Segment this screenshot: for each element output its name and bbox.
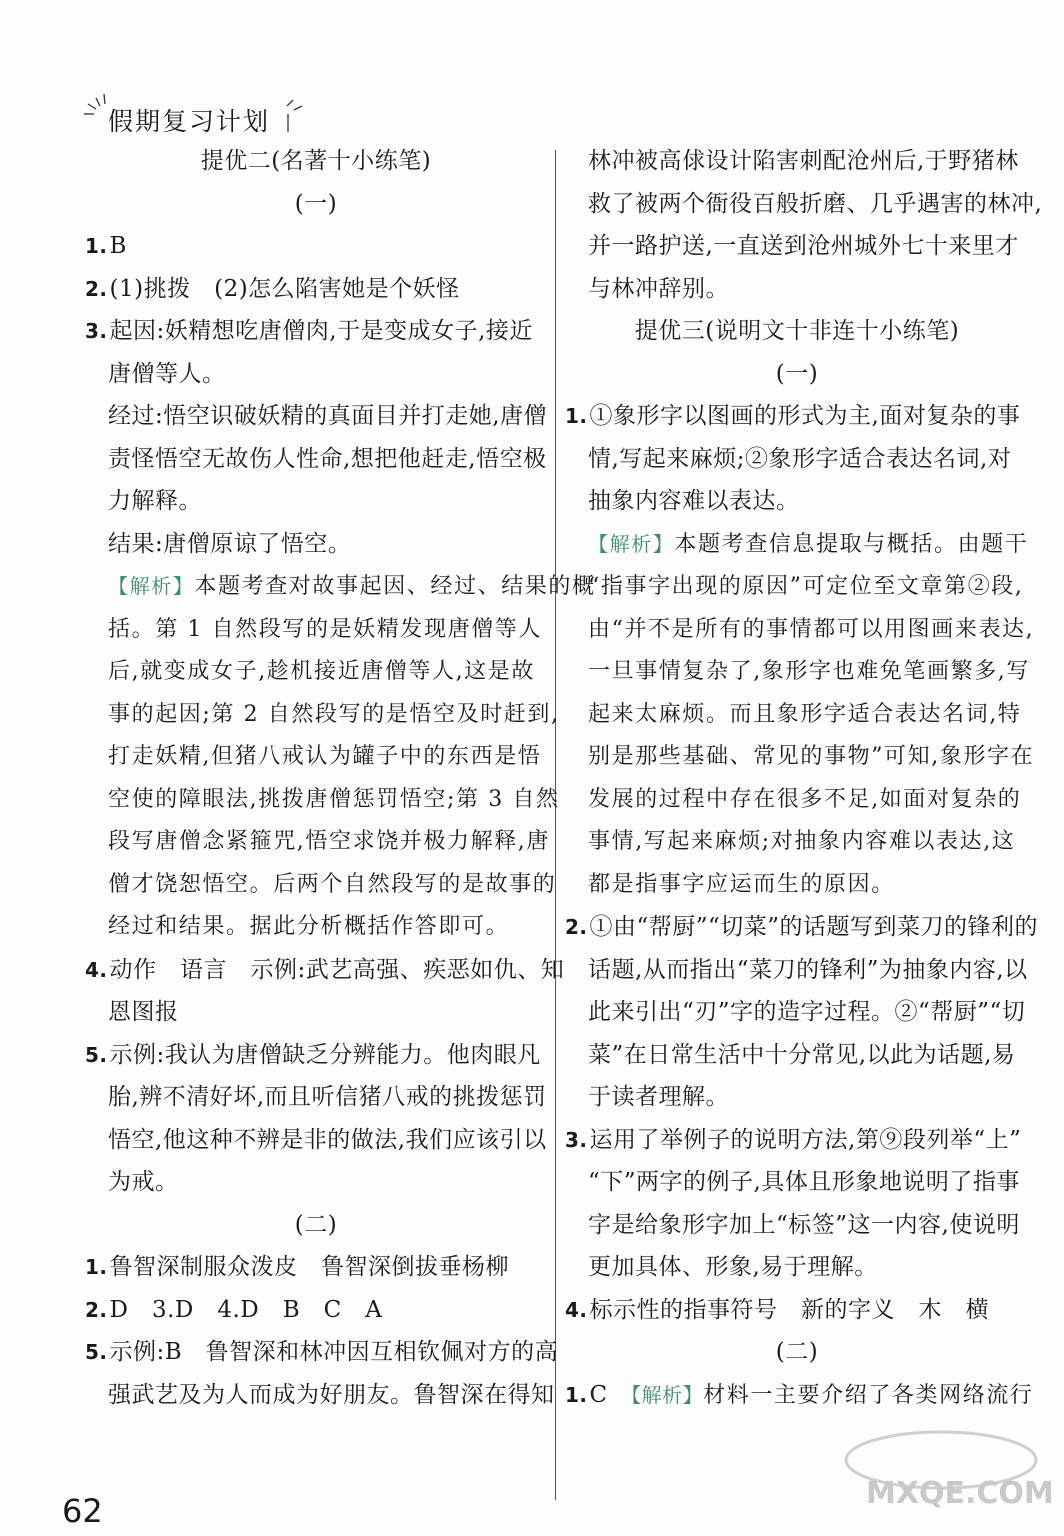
line-text: 鲁智深制服众泼皮 鲁智深倒拔垂杨柳: [109, 1254, 510, 1280]
line-text: 括。第 1 自然段写的是妖精发现唐僧等人: [108, 616, 542, 642]
item-number: 3.: [565, 1127, 588, 1152]
text-line: [565, 651, 1029, 694]
line-text: 僧才饶恕悟空。后两个自然段写的是故事的: [108, 871, 557, 897]
line-text: ①象形字以图画的形式为主,面对复杂的事: [589, 403, 1021, 429]
text-line: [565, 694, 1029, 737]
text-line: [565, 906, 1039, 949]
text-line: [85, 736, 547, 779]
item-number: 5.: [85, 1042, 108, 1067]
line-text: 更加具体、形象,易于理解。: [588, 1254, 878, 1280]
line-text: 提优二(名著十小练笔): [200, 148, 432, 174]
text-line: [565, 821, 1029, 864]
item-number: 2.: [85, 276, 108, 301]
text-line: [85, 183, 547, 226]
text-line: [565, 1374, 1034, 1418]
line-text: 材料一主要介绍了各类网络流行: [703, 1382, 1034, 1408]
line-text: 此来引出“刃”字的造字过程。②“帮厨”“切: [588, 999, 1026, 1025]
line-text: 事的起因;第 2 自然段写的是悟空及时赶到,: [108, 701, 560, 727]
text-line: [85, 694, 560, 737]
item-number: 1.: [565, 404, 588, 428]
text-line: [565, 736, 1035, 779]
text-line: [85, 991, 547, 1034]
line-text: D 3.D 4.D B C A: [109, 1296, 383, 1323]
text-line: [85, 1161, 547, 1204]
line-text: (二): [294, 1211, 338, 1238]
line-text: 运用了举例子的说明方法,第⑨段列举“上”: [589, 1126, 1022, 1153]
line-text: 结果:唐僧原谅了悟空。: [108, 530, 352, 557]
text-line: [565, 310, 1029, 353]
line-text: 救了被两个衙役百般折磨、几乎遇害的林冲,: [588, 190, 1043, 217]
header-title: 假期复习计划: [108, 107, 271, 136]
line-text: 提优三(说明文十非连十小练笔): [634, 318, 960, 344]
item-number: 3.: [85, 319, 108, 343]
text-line: [565, 991, 1029, 1034]
line-text: 字是给象形字加上“标签”这一内容,使说明: [588, 1211, 1020, 1238]
text-line: [85, 353, 547, 396]
line-text: 抽象内容难以表达。: [588, 488, 800, 514]
line-text: 打走妖精,但猪八戒认为罐子中的东西是悟: [108, 744, 542, 769]
analysis-tag: 【解析】: [108, 574, 195, 598]
text-line: [85, 1076, 547, 1119]
line-text: 示例:我认为唐僧缺乏分辨能力。他肉眼凡: [109, 1041, 541, 1068]
line-text: 起因:妖精想吃唐僧肉,于是变成女子,接近: [109, 318, 533, 344]
line-text: 经过:悟空识破妖精的真面目并打走她,唐僧: [108, 403, 548, 429]
text-line: [85, 565, 596, 609]
text-line: [565, 1331, 1029, 1374]
text-line: [85, 523, 547, 566]
text-line: [565, 268, 1029, 311]
text-line: [85, 1246, 547, 1289]
text-line: [85, 906, 547, 949]
text-line: [85, 225, 547, 268]
line-text: 于读者理解。: [588, 1084, 729, 1110]
text-line: [85, 310, 547, 353]
text-line: [565, 395, 1029, 438]
watermark: [836, 1428, 1054, 1522]
text-line: [85, 438, 547, 481]
text-line: [565, 609, 1035, 652]
left-column: [85, 140, 596, 1416]
text-line: [85, 949, 565, 992]
item-number: 1.: [565, 1382, 588, 1407]
text-line: [85, 1374, 555, 1417]
line-text: C: [589, 1381, 632, 1408]
analysis-tag: 【解析】: [588, 531, 675, 556]
line-text: 责怪悟空无故伤人性命,想把他赶走,悟空极: [108, 445, 547, 472]
line-text: 强武艺及为人而成为好朋友。鲁智深在得知: [108, 1381, 555, 1408]
text-line: [565, 523, 1029, 567]
text-line: [565, 480, 1029, 523]
line-text: 事情,写起来麻烦;对抽象内容难以表达,这: [588, 829, 1016, 854]
text-line: [85, 140, 547, 183]
text-line: [565, 1076, 1029, 1119]
text-line: [565, 353, 1029, 396]
line-text: “指事字出现的原因”可定位至文章第②段,: [588, 574, 1024, 599]
text-line: [85, 821, 550, 864]
text-line: [85, 395, 547, 438]
line-text: 段写唐僧念紧箍咒,悟空求饶并极力解释,唐: [108, 829, 550, 854]
line-text: 林冲被高俅设计陷害刺配沧州后,于野猪林: [588, 148, 1019, 174]
line-text: 起来太麻烦。而且象形字适合表达名词,特: [588, 701, 1022, 727]
line-text: 动作 语言 示例:武艺高强、疾恶如仇、知: [109, 956, 565, 983]
text-line: [565, 779, 1029, 822]
line-text: 菜”在日常生活中十分常见,以此为话题,易: [588, 1041, 1016, 1068]
line-text: (1)挑拨 (2)怎么陷害她是个妖怪: [109, 275, 460, 302]
item-number: 4.: [565, 1297, 588, 1322]
page-number: 62: [62, 1492, 103, 1530]
line-text: 话题,从而指出“菜刀的锋利”为抽象内容,以: [588, 956, 1028, 983]
text-line: [565, 1161, 1029, 1204]
line-text: 示例:B 鲁智深和林冲因互相钦佩对方的高: [109, 1339, 559, 1365]
line-text: (一): [775, 360, 819, 387]
item-number: 1.: [85, 234, 108, 258]
line-text: (一): [294, 190, 338, 217]
watermark-site: MXQE.COM: [866, 1476, 1054, 1511]
text-line: [565, 1034, 1029, 1077]
text-line: [565, 140, 1029, 183]
text-line: [85, 609, 547, 652]
text-line: [565, 1246, 1029, 1289]
line-text: 空使的障眼法,挑拨唐僧惩罚悟空;第 3 自然: [108, 786, 560, 812]
line-text: 恩图报: [108, 999, 179, 1025]
line-text: 经过和结果。据此分析概括作答即可。: [108, 914, 510, 939]
text-line: [85, 1204, 547, 1247]
item-number: 4.: [85, 957, 108, 982]
item-number: 1.: [85, 1255, 108, 1279]
text-line: [85, 1331, 559, 1374]
analysis-tag: 【解析】: [631, 1382, 704, 1407]
line-text: 并一路护送,一直送到沧州城外七十来里才: [588, 233, 1019, 259]
column-divider: [555, 150, 556, 1500]
line-text: 唐僧等人。: [108, 360, 226, 387]
text-line: [565, 864, 1029, 907]
line-text: 发展的过程中存在很多不足,如面对复杂的: [588, 786, 1022, 812]
text-line: [85, 1119, 547, 1162]
text-line: [565, 1119, 1029, 1162]
text-line: [565, 438, 1029, 481]
line-text: 情,写起来麻烦;②象形字适合表达名词,对: [588, 445, 1012, 472]
right-column: [565, 140, 1043, 1417]
text-line: [565, 1289, 1029, 1332]
line-text: 由“并不是所有的事情都可以用图画来表达,: [588, 616, 1035, 642]
line-text: ①由“帮厨”“切菜”的话题写到菜刀的锋利的: [589, 914, 1039, 940]
line-text: 胎,辨不清好坏,而且听信猪八戒的挑拨惩罚: [108, 1084, 547, 1110]
text-line: [85, 268, 547, 311]
line-text: 后,就变成女子,趁机接近唐僧等人,这是故: [108, 659, 535, 684]
text-line: [565, 949, 1029, 992]
item-number: 2.: [565, 915, 588, 939]
line-text: “下”两字的例子,具体且形象地说明了指事: [588, 1169, 1020, 1195]
line-text: 标示性的指事符号 新的字义 木 横: [589, 1296, 990, 1323]
line-text: 为戒。: [108, 1169, 179, 1195]
text-line: [85, 480, 547, 523]
line-text: 悟空,他这种不辨是非的做法,我们应该引以: [108, 1126, 547, 1153]
text-line: [565, 1204, 1029, 1247]
line-text: 都是指事字应运而生的原因。: [588, 871, 895, 897]
text-line: [85, 864, 557, 907]
item-number: 5.: [85, 1340, 108, 1364]
line-text: 力解释。: [108, 488, 202, 514]
line-text: 与林冲辞别。: [588, 275, 729, 302]
line-text: 本题考查对故事起因、经过、结果的概: [194, 574, 596, 599]
text-line: [85, 651, 547, 694]
line-text: B: [109, 233, 127, 259]
item-number: 2.: [85, 1297, 108, 1322]
line-text: 别是那些基础、常见的事物”可知,象形字在: [588, 744, 1035, 769]
line-text: 一旦事情复杂了,象形字也难免笔画繁多,写: [588, 659, 1030, 684]
text-line: [85, 1289, 547, 1332]
line-text: (二): [775, 1339, 819, 1365]
line-text: 本题考查信息提取与概括。由题干: [674, 531, 1029, 557]
text-line: [85, 1034, 547, 1077]
text-line: [565, 183, 1043, 226]
text-line: [565, 225, 1029, 268]
text-line: [565, 566, 1029, 609]
text-line: [85, 779, 560, 822]
